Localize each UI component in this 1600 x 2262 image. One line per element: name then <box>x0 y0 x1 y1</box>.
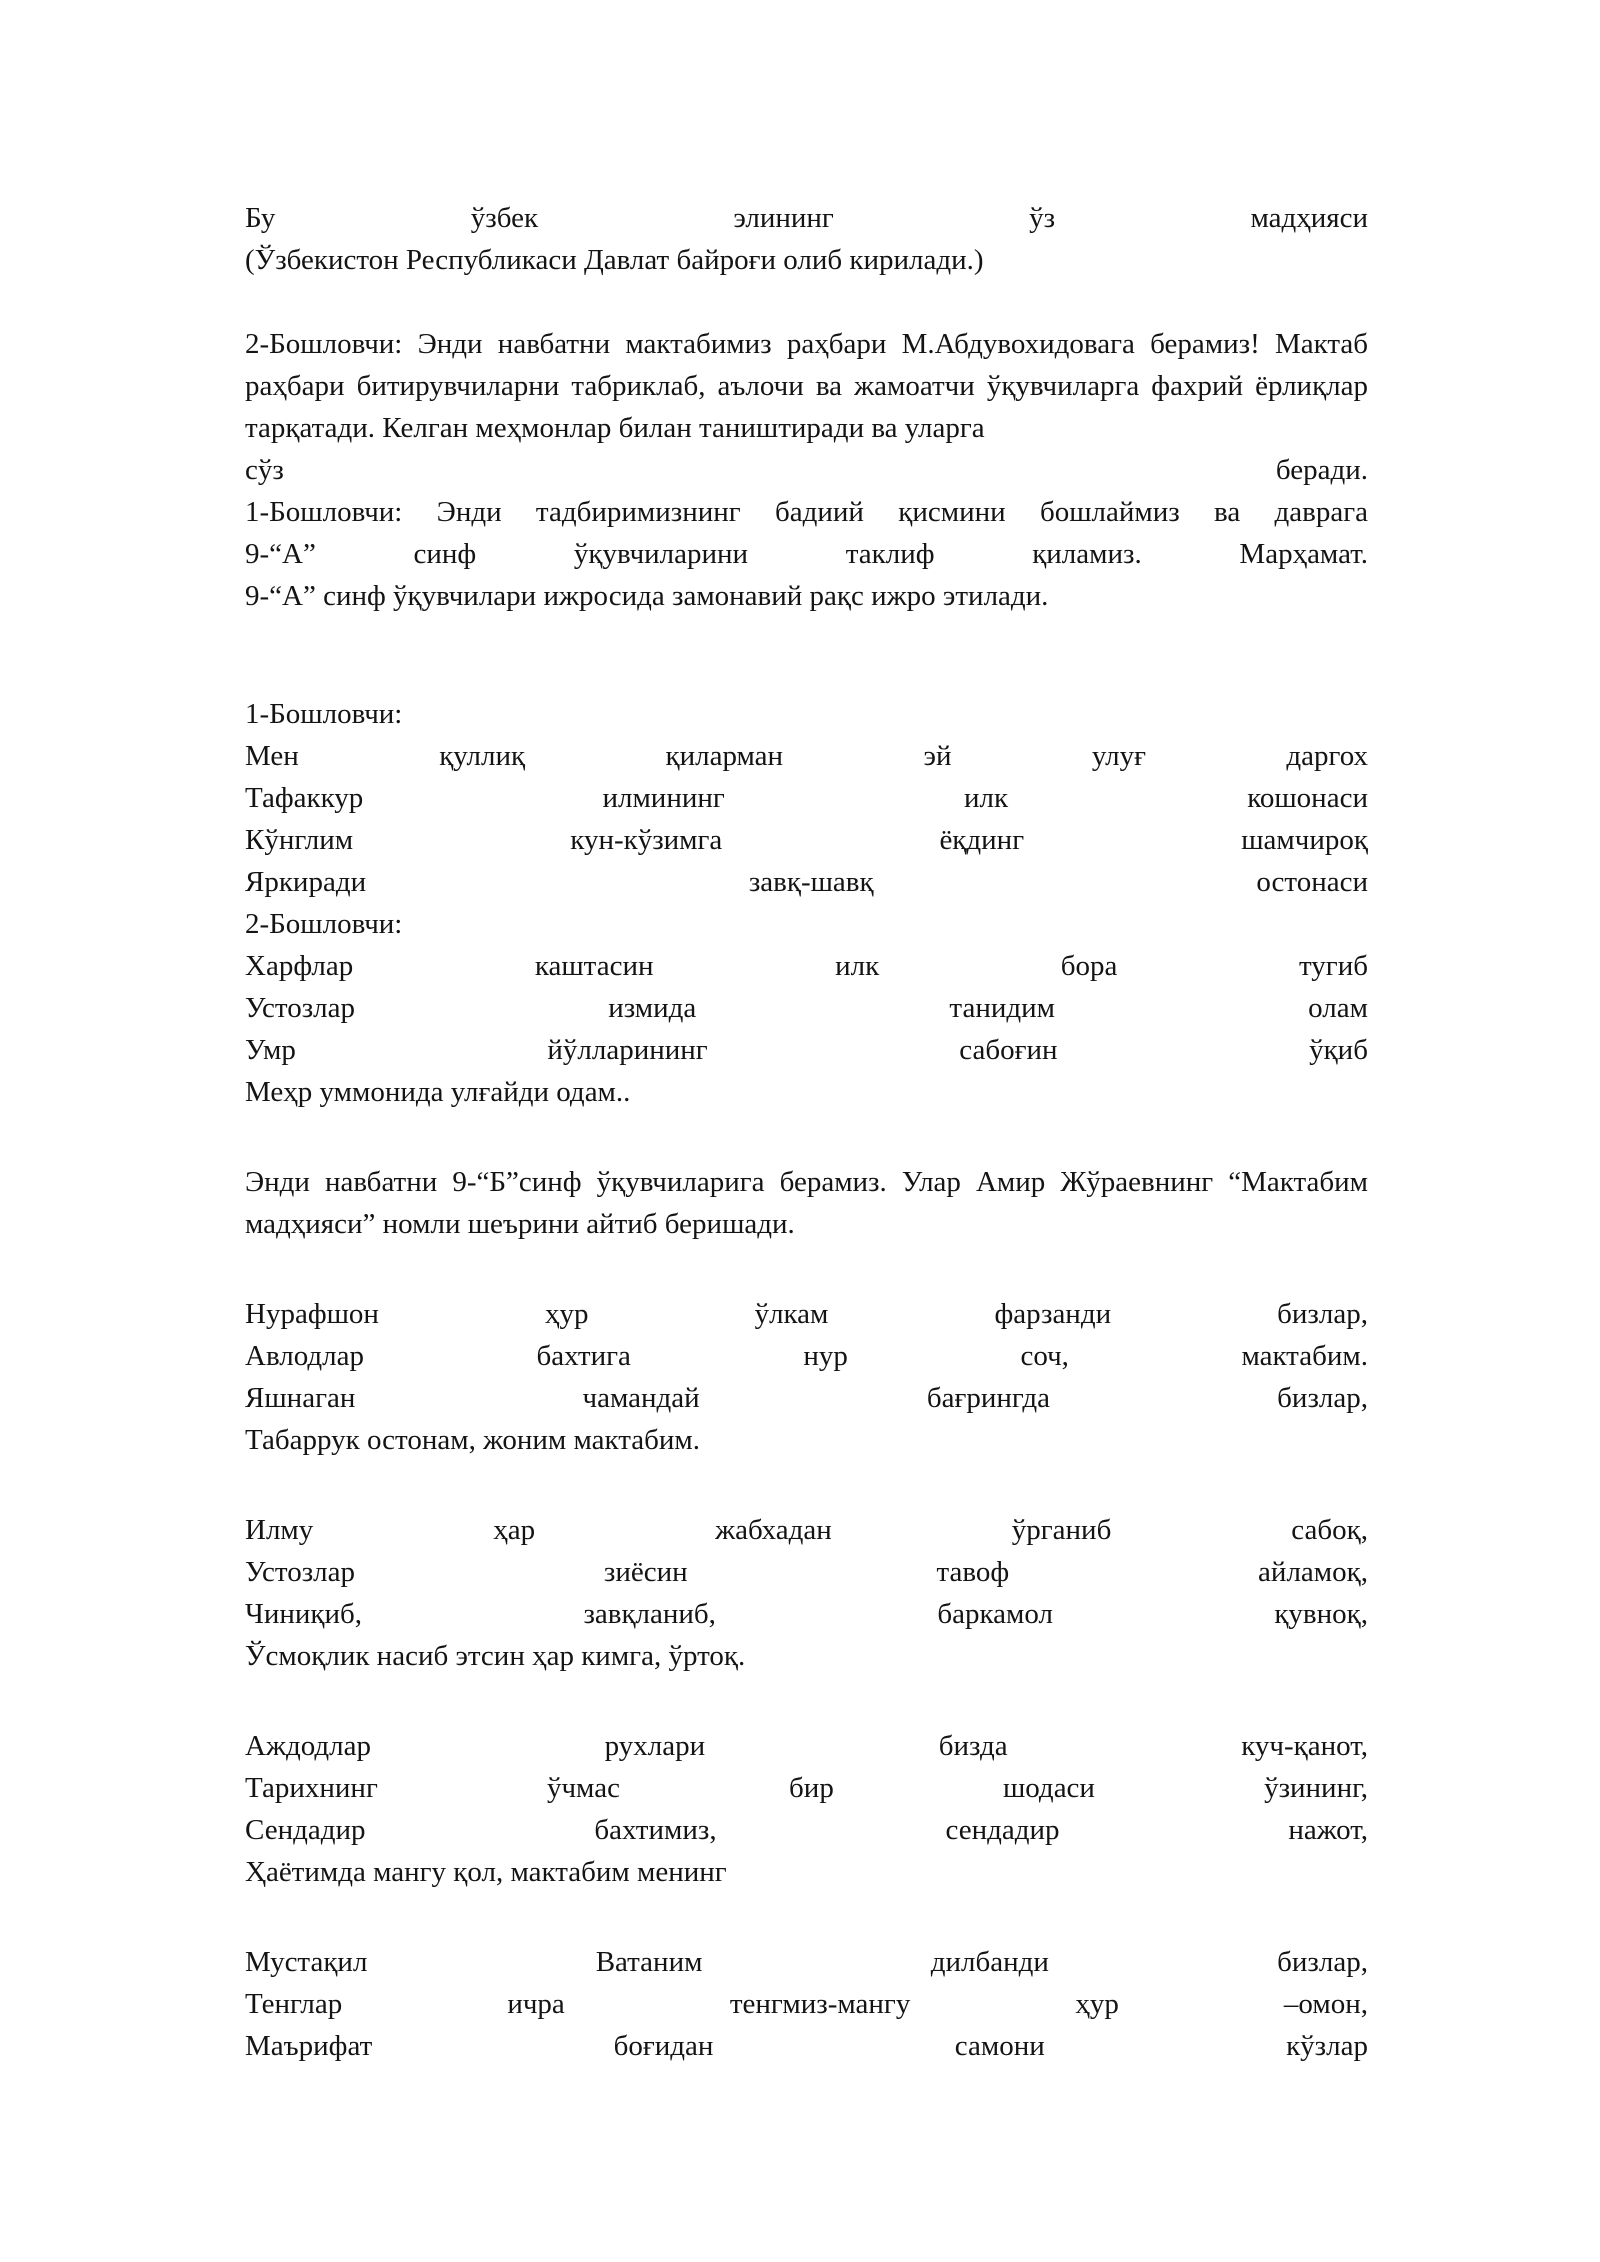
poem-stanza-4 <box>245 1941 1368 2067</box>
word: шамчироқ <box>1241 824 1368 856</box>
word: мактабим. <box>1241 1340 1368 1372</box>
word: улуғ <box>1091 740 1146 772</box>
word: таклиф <box>845 538 935 570</box>
word: остонаси <box>1256 866 1368 898</box>
paragraph-host-speech <box>245 323 1368 617</box>
word: Устозлар <box>245 1556 356 1588</box>
poem-line <box>245 861 1368 903</box>
word: илк <box>835 950 880 982</box>
word: Умр <box>245 1034 296 1066</box>
word: Мен <box>245 740 299 772</box>
word: кўзлар <box>1286 2030 1368 2062</box>
poem-line <box>245 1941 1368 1983</box>
speaker-label: 2-Бошловчи: <box>245 908 403 940</box>
poem-stanza-2 <box>245 1509 1368 1677</box>
poem-block <box>245 1725 1368 1851</box>
word: бизлар, <box>1277 1298 1368 1330</box>
word: Илму <box>245 1514 314 1546</box>
word: жабхадан <box>715 1514 832 1546</box>
word: Марҳамат. <box>1239 538 1368 570</box>
word: самони <box>954 2030 1045 2062</box>
word: элининг <box>733 202 834 234</box>
text-line: (Ўзбекистон Республикаси Давлат байроғи олиб кирилади.) <box>245 244 984 276</box>
justified-line <box>245 533 1368 575</box>
text-line: Ҳаётимда мангу қол, мактабим менинг <box>245 1856 727 1888</box>
text-line: Табаррук остонам, жоним мактабим. <box>245 1424 701 1456</box>
word: қиларман <box>665 740 784 772</box>
word: Сендадир <box>245 1814 366 1846</box>
poem-line <box>245 1509 1368 1551</box>
word: бора <box>1060 950 1118 982</box>
word: Мустақил <box>245 1946 368 1978</box>
poem-stanza-1 <box>245 1293 1368 1461</box>
word: боғидан <box>613 2030 714 2062</box>
word: шодаси <box>1002 1772 1095 1804</box>
poem-line <box>245 1767 1368 1809</box>
word: Яркиради <box>245 866 367 898</box>
word: фарзанди <box>994 1298 1112 1330</box>
poem-stanza-3 <box>245 1725 1368 1893</box>
justified-line <box>245 449 1368 491</box>
poem-line <box>245 987 1368 1029</box>
word: кошонаси <box>1247 782 1368 814</box>
word: бахтига <box>536 1340 631 1372</box>
poem-line <box>245 777 1368 819</box>
poem-block <box>245 1293 1368 1419</box>
word: Ватаним <box>595 1946 703 1978</box>
text-line: 9-“А” синф ўқувчилари ижросида замонавий рақс ижро этилади. <box>245 580 1049 612</box>
word: бизда <box>938 1730 1008 1762</box>
word: Тарихнинг <box>245 1772 378 1804</box>
word: ўқиб <box>1309 1034 1368 1066</box>
word: бир <box>789 1772 834 1804</box>
poem-line <box>245 1593 1368 1635</box>
word: нажот, <box>1288 1814 1368 1846</box>
word: эй <box>923 740 952 772</box>
spacer <box>245 659 1368 693</box>
document-body <box>245 197 1368 2109</box>
word: ўзбек <box>470 202 539 234</box>
word: ўз <box>1029 202 1056 234</box>
word: бағрингда <box>926 1382 1050 1414</box>
poem-line <box>245 1335 1368 1377</box>
word: зиёсин <box>603 1556 688 1588</box>
word: айламоқ, <box>1258 1556 1368 1588</box>
word: сўз <box>245 454 284 486</box>
poem-line <box>245 819 1368 861</box>
text-line: Меҳр уммонида улғайди одам.. <box>245 1076 631 1108</box>
word: тугиб <box>1299 950 1368 982</box>
word: куч-қанот, <box>1241 1730 1368 1762</box>
word: 9-“А” <box>245 538 316 570</box>
word: –омон, <box>1283 1988 1368 2020</box>
poem-line <box>245 1551 1368 1593</box>
poem-block <box>245 945 1368 1071</box>
word: нур <box>803 1340 848 1372</box>
text-line: Ўсмоқлик насиб этсин ҳар кимга, ўртоқ. <box>245 1640 746 1672</box>
word: қиламиз. <box>1032 538 1142 570</box>
word: Кўнглим <box>245 824 354 856</box>
poem-line <box>245 1809 1368 1851</box>
word: даргох <box>1286 740 1368 772</box>
word: ўзининг, <box>1264 1772 1368 1804</box>
word: ўқувчиларини <box>573 538 749 570</box>
word: олам <box>1308 992 1368 1024</box>
word: ўчмас <box>546 1772 620 1804</box>
word: сабоғин <box>959 1034 1058 1066</box>
word: ҳур <box>545 1298 589 1330</box>
word: каштасин <box>534 950 654 982</box>
poem-block <box>245 735 1368 903</box>
poem-line <box>245 1983 1368 2025</box>
word: Бу <box>245 202 276 234</box>
word: бизлар, <box>1277 1946 1368 1978</box>
paragraph-poem-hosts <box>245 693 1368 1113</box>
word: бизлар, <box>1277 1382 1368 1414</box>
word: завқ-шавқ <box>748 866 874 898</box>
word: соч, <box>1020 1340 1069 1372</box>
word: завқланиб, <box>583 1598 716 1630</box>
word: тенгмиз-мангу <box>729 1988 911 2020</box>
word: Харфлар <box>245 950 354 982</box>
word: мадҳияси <box>1250 202 1368 234</box>
word: рухлари <box>604 1730 706 1762</box>
justified-line <box>245 197 1368 239</box>
word: сендадир <box>945 1814 1060 1846</box>
word: Чиниқиб, <box>245 1598 363 1630</box>
speaker-label: 1-Бошловчи: <box>245 698 403 730</box>
word: беради. <box>1275 454 1368 486</box>
word: синф <box>413 538 477 570</box>
paragraph-intro-9b <box>245 1161 1368 1245</box>
word: ўлкам <box>754 1298 829 1330</box>
poem-line <box>245 735 1368 777</box>
word: измида <box>608 992 697 1024</box>
word: Тенглар <box>245 1988 343 2020</box>
word: Тафаккур <box>245 782 364 814</box>
word: ичра <box>507 1988 565 2020</box>
poem-line <box>245 1293 1368 1335</box>
word: тавоф <box>936 1556 1010 1588</box>
word: дилбанди <box>930 1946 1049 1978</box>
word: сабоқ, <box>1291 1514 1368 1546</box>
word: бахтимиз, <box>594 1814 717 1846</box>
word: ўрганиб <box>1011 1514 1112 1546</box>
poem-block <box>245 1509 1368 1635</box>
word: Устозлар <box>245 992 356 1024</box>
word: Нурафшон <box>245 1298 379 1330</box>
poem-line <box>245 1377 1368 1419</box>
word: ҳур <box>1075 1988 1119 2020</box>
word: кун-кўзимга <box>570 824 723 856</box>
word: танидим <box>949 992 1055 1024</box>
word: илмининг <box>602 782 725 814</box>
word: илк <box>963 782 1009 814</box>
poem-line <box>245 1725 1368 1767</box>
poem-line <box>245 945 1368 987</box>
word: йўлларининг <box>547 1034 708 1066</box>
word: ҳар <box>493 1514 536 1546</box>
word: Маърифат <box>245 2030 373 2062</box>
word: баркамол <box>937 1598 1053 1630</box>
word: Яшнаган <box>245 1382 356 1414</box>
poem-line <box>245 2025 1368 2067</box>
word: Аждодлар <box>245 1730 371 1762</box>
justified-paragraph: 2-Бошловчи: Энди навбатни мактабимиз раҳбари М.Абдувохидовага берамиз! Мактаб раҳбари битирувчиларни табриклаб, аълочи ва жамоатчи ўқувчиларга фахрий ёрлиқлар тарқатади. Келган меҳмонлар билан таништиради ва уларга <box>245 328 1368 444</box>
poem-line <box>245 1029 1368 1071</box>
justified-paragraph: Энди навбатни 9-“Б”синф ўқувчиларига берамиз. Улар Амир Жўраевнинг “Мактабим мадҳияси” номли шеърини айтиб беришади. <box>245 1166 1368 1240</box>
word: қувноқ, <box>1274 1598 1368 1630</box>
paragraph-anthem <box>245 197 1368 281</box>
poem-block <box>245 1941 1368 2067</box>
word: Авлодлар <box>245 1340 364 1372</box>
word: чамандай <box>582 1382 700 1414</box>
word: ёқдинг <box>939 824 1025 856</box>
text-line: 1-Бошловчи: Энди тадбиримизнинг бадиий қисмини бошлаймиз ва даврага <box>245 496 1368 528</box>
word: қуллиқ <box>439 740 526 772</box>
